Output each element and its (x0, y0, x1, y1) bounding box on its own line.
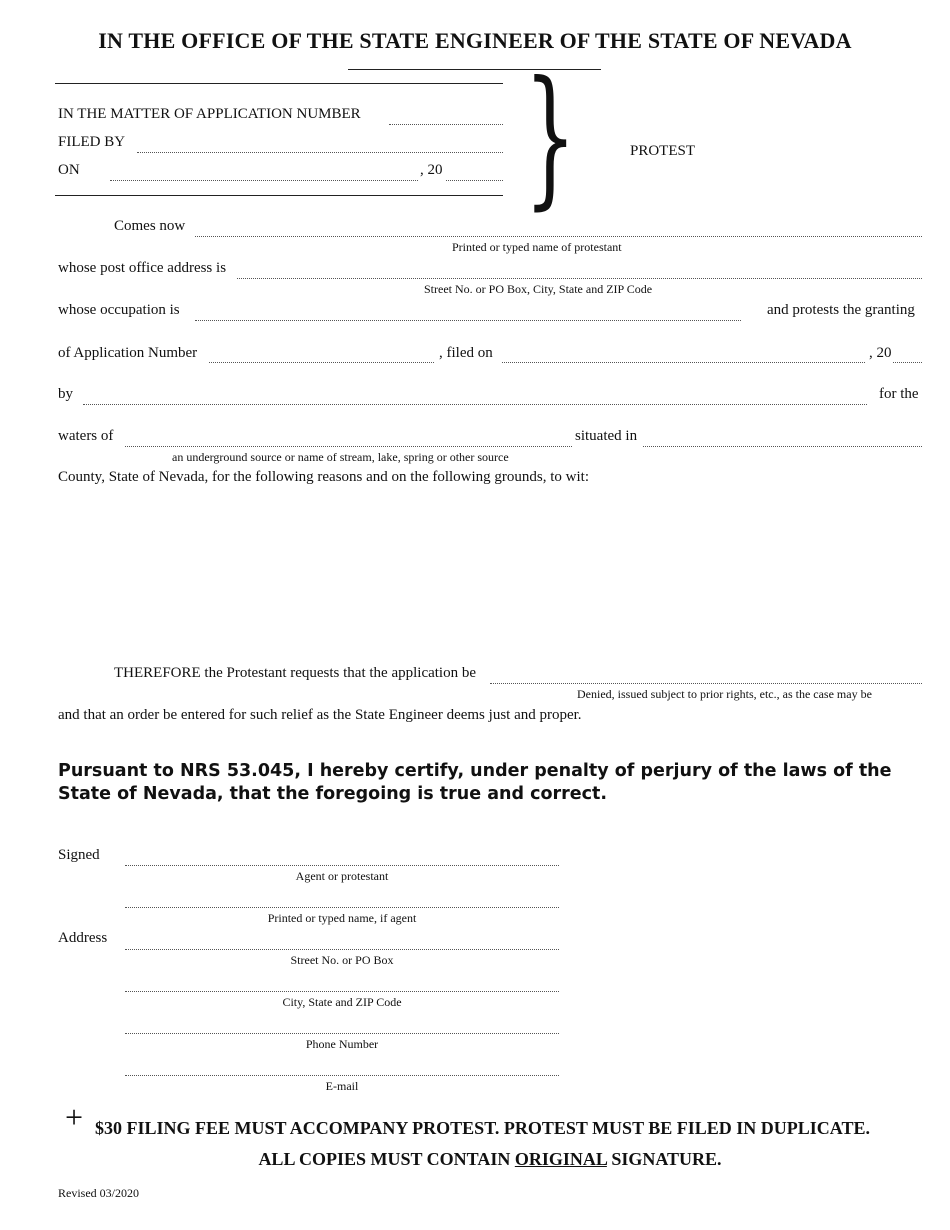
situated-in-field[interactable] (643, 446, 922, 447)
by-field[interactable] (83, 404, 867, 405)
page-title: IN THE OFFICE OF THE STATE ENGINEER OF THE STATE OF NEVADA (98, 28, 852, 53)
application-number-label: IN THE MATTER OF APPLICATION NUMBER (58, 106, 361, 122)
grounds-text-area[interactable] (58, 495, 922, 655)
waters-of-label: waters of (58, 428, 114, 444)
occupation-field[interactable] (195, 320, 741, 321)
address-block-label: Address (58, 930, 108, 946)
comes-now-label: Comes now (114, 218, 186, 234)
waters-of-field[interactable] (125, 446, 572, 447)
phone-field[interactable] (125, 1033, 559, 1034)
application-number-field[interactable] (389, 124, 503, 125)
city-state-zip-field[interactable] (125, 991, 559, 992)
protestant-name-caption: Printed or typed name of protestant (452, 240, 622, 254)
denied-caption: Denied, issued subject to prior rights, etc., as the case may be (577, 687, 872, 701)
filed-by-field[interactable] (137, 152, 503, 153)
of-application-number-label: of Application Number (58, 345, 198, 361)
on-label: ON (58, 162, 80, 178)
plus-icon: + (65, 1099, 84, 1135)
address-caption: Street No. or PO Box, City, State and ZIP Code (424, 282, 653, 296)
copies-prefix: ALL COPIES MUST CONTAIN (258, 1149, 515, 1169)
source-caption: an underground source or name of stream, lake, spring or other source (172, 450, 509, 464)
filed-on-date-field[interactable] (502, 362, 865, 363)
printed-name-caption: Printed or typed name, if agent (267, 911, 417, 925)
agent-name-field[interactable] (125, 907, 559, 908)
matter-bottom-rule (55, 195, 503, 196)
protestant-name-field[interactable] (195, 236, 922, 237)
phone-caption: Phone Number (305, 1037, 379, 1051)
requested-action-field[interactable] (490, 683, 922, 684)
signed-label: Signed (58, 847, 100, 863)
perjury-certification: Pursuant to NRS 53.045, I hereby certify, under penalty of perjury of the laws of the State of Nevada, that the foregoing is true and correct. (58, 761, 892, 804)
signature-field[interactable] (125, 865, 559, 866)
revised-date: Revised 03/2020 (58, 1186, 139, 1200)
situated-in-label: situated in (575, 428, 638, 444)
county-grounds-text: County, State of Nevada, for the following reasons and on the following grounds, to wit: (58, 469, 590, 485)
email-field[interactable] (125, 1075, 559, 1076)
original-signature-notice (0, 1149, 950, 1170)
therefore-text: THEREFORE the Protestant requests that the application be (114, 665, 477, 681)
on-date-field[interactable] (110, 180, 418, 181)
email-caption: E-mail (325, 1079, 359, 1093)
address-label: whose post office address is (58, 260, 227, 276)
on-year-prefix: , 20 (420, 162, 443, 178)
order-text: and that an order be entered for such relief as the State Engineer deems just and proper. (58, 707, 582, 723)
filed-on-year-prefix: , 20 (869, 345, 892, 361)
protested-application-number-field[interactable] (209, 362, 434, 363)
agent-caption: Agent or protestant (295, 869, 389, 883)
street-field[interactable] (125, 949, 559, 950)
occupation-label: whose occupation is (58, 302, 180, 318)
original-emphasis: ORIGINAL (514, 1149, 607, 1169)
by-label: by (58, 386, 73, 402)
curly-brace: } (524, 50, 577, 224)
matter-top-rule (55, 83, 503, 84)
filed-on-label: , filed on (439, 345, 493, 361)
filed-on-year-field[interactable] (893, 362, 922, 363)
on-year-field[interactable] (446, 180, 503, 181)
protests-granting-text: and protests the granting (767, 302, 915, 318)
filing-fee-notice: $30 FILING FEE MUST ACCOMPANY PROTEST. PROTEST MUST BE FILED IN DUPLICATE. (95, 1118, 870, 1138)
post-office-address-field[interactable] (237, 278, 922, 279)
filed-by-label: FILED BY (58, 134, 126, 150)
copies-suffix: SIGNATURE. (606, 1149, 722, 1169)
city-caption: City, State and ZIP Code (282, 995, 402, 1009)
street-caption: Street No. or PO Box (290, 953, 394, 967)
protest-label: PROTEST (630, 143, 696, 159)
for-the-text: for the (879, 386, 919, 402)
